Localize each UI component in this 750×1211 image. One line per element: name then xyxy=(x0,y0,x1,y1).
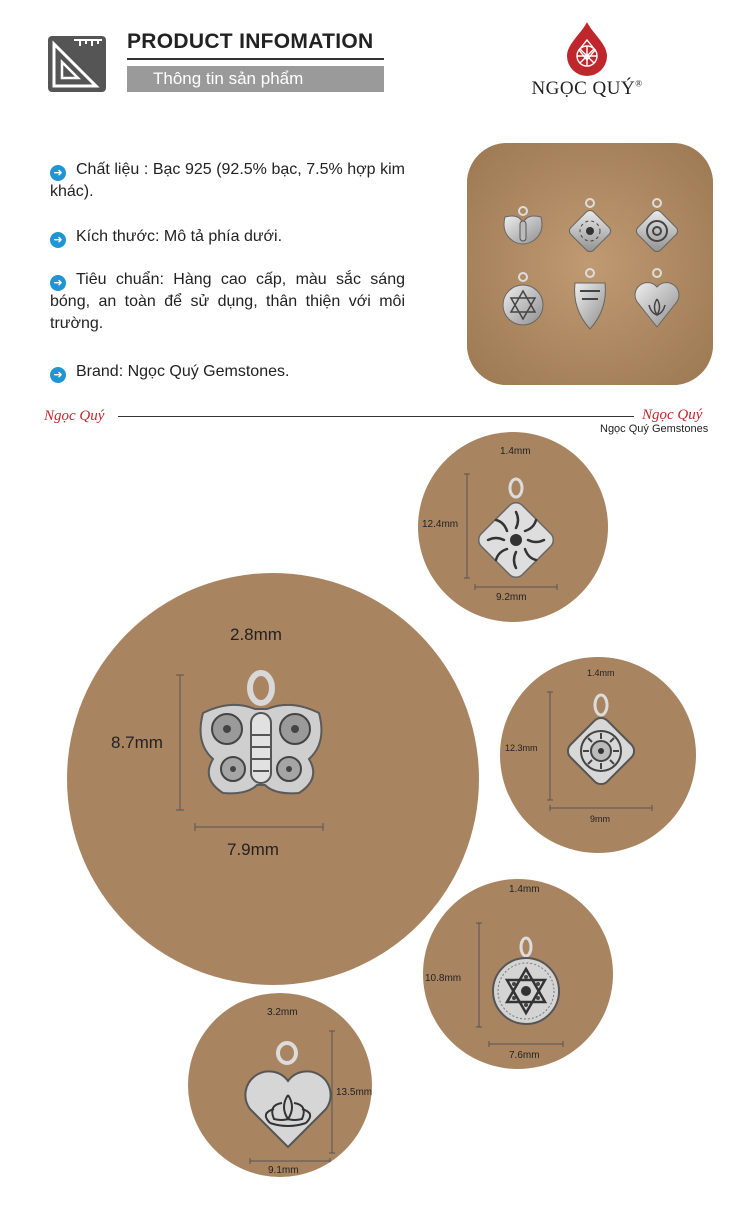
dim-height: 12.4mm xyxy=(422,519,459,530)
dim-height: 8.7mm xyxy=(111,733,163,752)
info-material-text: Chất liệu : Bạc 925 (92.5% bạc, 7.5% hợp kim khác). xyxy=(50,161,405,200)
dim-ring: 1.4mm xyxy=(587,668,615,678)
info-standard xyxy=(50,269,405,335)
page-subtitle: Thông tin sản phẩm xyxy=(127,66,384,92)
title-rule xyxy=(127,58,384,60)
dim-width: 7.9mm xyxy=(227,840,279,859)
gem-drop-icon xyxy=(565,20,609,76)
dim-ring: 1.4mm xyxy=(509,884,540,895)
arrow-right-circle-icon: ➜ xyxy=(50,232,66,248)
dim-ring: 1.4mm xyxy=(500,446,531,457)
info-brand-text: Brand: Ngọc Quý Gemstones. xyxy=(76,363,290,380)
info-material xyxy=(50,159,405,203)
ruler-triangle-icon xyxy=(44,30,110,96)
info-standard-text: Tiêu chuẩn: Hàng cao cấp, màu sắc sáng bóng, an toàn để sử dụng, thân thiện với môi trường. xyxy=(50,271,405,332)
info-size xyxy=(50,226,405,248)
arrow-right-circle-icon: ➜ xyxy=(50,367,66,383)
dim-height: 13.5mm xyxy=(336,1087,372,1098)
product-rosette-diamond xyxy=(500,657,696,853)
divider-line xyxy=(118,416,634,417)
dim-width: 9mm xyxy=(590,814,610,824)
registered-mark: ® xyxy=(635,78,643,89)
divider-brand-left: Ngọc Quý xyxy=(44,408,105,424)
product-sun-diamond xyxy=(418,432,608,622)
dim-height: 10.8mm xyxy=(425,973,462,984)
info-size-text: Kích thước: Mô tả phía dưới. xyxy=(76,228,283,245)
brand-logo xyxy=(512,20,662,110)
dim-width: 7.6mm xyxy=(509,1050,540,1061)
dim-ring: 3.2mm xyxy=(267,1007,298,1018)
dim-width: 9.2mm xyxy=(496,592,527,603)
product-group-photo xyxy=(467,143,713,385)
arrow-right-circle-icon: ➜ xyxy=(50,275,66,291)
dim-height: 12.3mm xyxy=(505,743,538,753)
divider-brand-right: Ngọc Quý xyxy=(642,407,703,423)
dim-width: 9.1mm xyxy=(268,1165,299,1176)
divider-brand-sub: Ngọc Quý Gemstones xyxy=(600,423,709,435)
info-brand xyxy=(50,361,405,383)
product-butterfly xyxy=(67,573,479,985)
page-title: PRODUCT INFOMATION xyxy=(127,30,374,53)
product-lotus-heart xyxy=(188,993,372,1177)
brand-logo-text: NGỌC QUÝ xyxy=(531,78,636,99)
product-round-star xyxy=(423,879,613,1069)
arrow-right-circle-icon: ➜ xyxy=(50,165,66,181)
dim-ring: 2.8mm xyxy=(230,625,282,644)
